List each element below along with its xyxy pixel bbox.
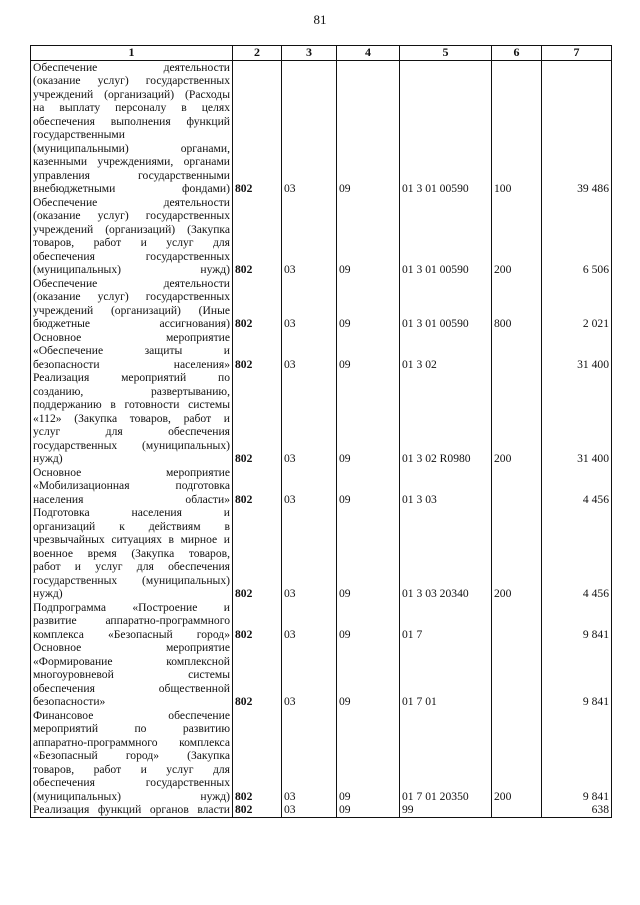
expense-name-line: поддержанию в готовности системы xyxy=(33,398,230,411)
expense-name-line: на выплату персоналу в целях xyxy=(33,101,230,114)
subsection-code-cell: 09 xyxy=(337,601,400,642)
department-code-cell: 802 xyxy=(233,466,282,507)
expense-name-line: «Мобилизационная подготовка xyxy=(33,479,230,492)
expense-name-cell xyxy=(31,371,233,466)
table-row xyxy=(31,709,612,804)
expense-name-line: (муниципальных) нужд) xyxy=(33,263,230,276)
expense-name-line: (оказание услуг) государственных xyxy=(33,290,230,303)
expense-type-code-cell xyxy=(492,331,542,372)
table-row xyxy=(31,601,612,642)
target-article-code-cell: 01 3 01 00590 xyxy=(400,196,492,277)
expense-type-code-cell xyxy=(492,803,542,817)
expense-name-line: (оказание услуг) государственных xyxy=(33,209,230,222)
expense-name-line: Реализация функций органов власти xyxy=(33,803,230,816)
table-row xyxy=(31,641,612,709)
amount-cell: 9 841 xyxy=(542,641,612,709)
amount-cell: 2 021 xyxy=(542,277,612,331)
expense-name-line: Основное мероприятие xyxy=(33,641,230,654)
expense-type-code-cell: 200 xyxy=(492,371,542,466)
section-code-cell: 03 xyxy=(282,641,337,709)
department-code-cell: 802 xyxy=(233,709,282,804)
expense-name-line: Подготовка населения и xyxy=(33,506,230,519)
amount-cell: 9 841 xyxy=(542,601,612,642)
expense-type-code-cell: 200 xyxy=(492,196,542,277)
amount-cell: 31 400 xyxy=(542,371,612,466)
expense-type-code-cell: 200 xyxy=(492,709,542,804)
expense-name-line: «Формирование комплексной xyxy=(33,654,230,668)
expense-name-line: военное время (Закупка товаров, xyxy=(33,546,230,560)
expense-name-line: внебюджетными фондами) xyxy=(33,182,230,195)
expense-name-cell xyxy=(31,709,233,804)
expense-name-cell xyxy=(31,331,233,372)
department-code-cell: 802 xyxy=(233,60,282,196)
subsection-code-cell: 09 xyxy=(337,506,400,601)
target-article-code-cell: 01 3 01 00590 xyxy=(400,60,492,196)
section-code-cell: 03 xyxy=(282,196,337,277)
department-code-cell: 802 xyxy=(233,196,282,277)
target-article-code-cell: 01 7 01 20350 xyxy=(400,709,492,804)
expense-type-code-cell: 800 xyxy=(492,277,542,331)
target-article-code-cell: 01 3 02 R0980 xyxy=(400,371,492,466)
expense-name-line: аппаратно-программного комплекса xyxy=(33,735,230,749)
section-code-cell: 03 xyxy=(282,331,337,372)
amount-cell: 6 506 xyxy=(542,196,612,277)
expense-type-code-cell xyxy=(492,641,542,709)
department-code-cell: 802 xyxy=(233,506,282,601)
expense-type-code-cell: 200 xyxy=(492,506,542,601)
column-header-4: 4 xyxy=(337,46,400,61)
target-article-code-cell: 01 3 01 00590 xyxy=(400,277,492,331)
expense-name-line: государственных (муниципальных) xyxy=(33,573,230,587)
amount-cell: 4 456 xyxy=(542,466,612,507)
expense-name-cell xyxy=(31,601,233,642)
expense-name-line: работ и услуг для обеспечения xyxy=(33,560,230,573)
department-code-cell: 802 xyxy=(233,277,282,331)
subsection-code-cell: 09 xyxy=(337,277,400,331)
expense-name-line: услуг для обеспечения xyxy=(33,425,230,438)
table-row xyxy=(31,466,612,507)
target-article-code-cell: 01 7 01 xyxy=(400,641,492,709)
section-code-cell: 03 xyxy=(282,506,337,601)
expense-name-line: (муниципальных) нужд) xyxy=(33,789,230,803)
expense-name-line: безопасности» xyxy=(33,695,106,708)
column-header-7: 7 xyxy=(542,46,612,61)
amount-cell: 4 456 xyxy=(542,506,612,601)
column-header-1: 1 xyxy=(31,46,233,61)
expense-name-line: товаров, работ и услуг для xyxy=(33,236,230,249)
subsection-code-cell: 09 xyxy=(337,709,400,804)
section-code-cell: 03 xyxy=(282,371,337,466)
subsection-code-cell: 09 xyxy=(337,803,400,817)
expense-name-line: организаций к действиям в xyxy=(33,519,230,533)
column-header-2: 2 xyxy=(233,46,282,61)
column-header-3: 3 xyxy=(282,46,337,61)
expense-name-cell xyxy=(31,60,233,196)
expense-name-cell xyxy=(31,803,233,817)
expense-name-line: нужд) xyxy=(33,452,63,465)
amount-cell: 638 xyxy=(542,803,612,817)
subsection-code-cell: 09 xyxy=(337,196,400,277)
expense-name-cell xyxy=(31,641,233,709)
table-row xyxy=(31,803,612,817)
expense-name-line: (муниципальными) органами, xyxy=(33,141,230,155)
expense-name-line: Обеспечение деятельности xyxy=(33,195,230,209)
expense-name-line: обеспечения выполнения функций xyxy=(33,114,230,128)
department-code-cell: 802 xyxy=(233,601,282,642)
table-row xyxy=(31,196,612,277)
expense-name-line: (оказание услуг) государственных xyxy=(33,74,230,87)
expense-name-line: «Безопасный город» (Закупка xyxy=(33,749,230,762)
expense-name-line: безопасности населения» xyxy=(33,357,230,371)
expense-name-line: Обеспечение деятельности xyxy=(33,60,230,74)
subsection-code-cell: 09 xyxy=(337,60,400,196)
department-code-cell: 802 xyxy=(233,803,282,817)
section-code-cell: 03 xyxy=(282,60,337,196)
expense-name-line: казенными учреждениями, органами xyxy=(33,155,230,168)
expense-name-line: «112» (Закупка товаров, работ и xyxy=(33,411,230,425)
subsection-code-cell: 09 xyxy=(337,371,400,466)
expense-name-line: учреждений (организаций) (Расходы xyxy=(33,87,230,101)
amount-cell: 9 841 xyxy=(542,709,612,804)
target-article-code-cell: 99 xyxy=(400,803,492,817)
header-row xyxy=(31,46,612,61)
table-row xyxy=(31,371,612,466)
column-header-6: 6 xyxy=(492,46,542,61)
expense-name-line: Реализация мероприятий по xyxy=(33,371,230,384)
expense-name-line: государственными xyxy=(33,128,125,141)
department-code-cell: 802 xyxy=(233,331,282,372)
expense-name-line: Финансовое обеспечение xyxy=(33,708,230,722)
amount-cell: 39 486 xyxy=(542,60,612,196)
target-article-code-cell: 01 3 03 20340 xyxy=(400,506,492,601)
expense-name-line: чрезвычайных ситуациях в мирное и xyxy=(33,533,230,546)
expense-name-cell xyxy=(31,196,233,277)
expense-name-line: мероприятий по развитию xyxy=(33,722,230,735)
section-code-cell: 03 xyxy=(282,709,337,804)
subsection-code-cell: 09 xyxy=(337,641,400,709)
amount-cell: 31 400 xyxy=(542,331,612,372)
column-header-5: 5 xyxy=(400,46,492,61)
expense-name-line: бюджетные ассигнования) xyxy=(33,317,230,330)
expense-name-line: нужд) xyxy=(33,587,63,600)
expense-name-line: населения области» xyxy=(33,492,230,506)
expense-name-line: Основное мероприятие xyxy=(33,330,230,344)
department-code-cell: 802 xyxy=(233,641,282,709)
section-code-cell: 03 xyxy=(282,803,337,817)
budget-table xyxy=(30,45,612,818)
section-code-cell: 03 xyxy=(282,601,337,642)
page-number: 81 xyxy=(313,12,327,27)
subsection-code-cell: 09 xyxy=(337,466,400,507)
expense-name-cell xyxy=(31,466,233,507)
expense-name-line: Основное мероприятие xyxy=(33,465,230,479)
expense-type-code-cell xyxy=(492,601,542,642)
expense-name-line: управления государственными xyxy=(33,168,230,182)
table-row xyxy=(31,506,612,601)
expense-type-code-cell: 100 xyxy=(492,60,542,196)
expense-name-line: комплекса «Безопасный город» xyxy=(33,627,230,641)
expense-name-line: «Обеспечение защиты и xyxy=(33,344,230,357)
expense-type-code-cell xyxy=(492,466,542,507)
expense-name-line: многоуровневой системы xyxy=(33,668,230,681)
expense-name-line: обеспечения государственных xyxy=(33,776,230,789)
expense-name-cell xyxy=(31,277,233,331)
section-code-cell: 03 xyxy=(282,277,337,331)
table-row xyxy=(31,60,612,196)
expense-name-line: обеспечения государственных xyxy=(33,249,230,263)
section-code-cell: 03 xyxy=(282,466,337,507)
expense-name-line: обеспечения общественной xyxy=(33,681,230,695)
department-code-cell: 802 xyxy=(233,371,282,466)
expense-name-line: учреждений (организаций) (Иные xyxy=(33,303,230,317)
expense-name-line: учреждений (организаций) (Закупка xyxy=(33,222,230,236)
subsection-code-cell: 09 xyxy=(337,331,400,372)
expense-name-line: Обеспечение деятельности xyxy=(33,276,230,290)
expense-name-line: государственных (муниципальных) xyxy=(33,438,230,452)
table-row xyxy=(31,277,612,331)
target-article-code-cell: 01 7 xyxy=(400,601,492,642)
table-row xyxy=(31,331,612,372)
expense-name-line: созданию, развертыванию, xyxy=(33,384,230,398)
expense-name-line: развитие аппаратно-программного xyxy=(33,614,230,627)
expense-name-cell xyxy=(31,506,233,601)
expense-name-line: товаров, работ и услуг для xyxy=(33,762,230,776)
target-article-code-cell: 01 3 02 xyxy=(400,331,492,372)
expense-name-line: Подпрограмма «Построение и xyxy=(33,600,230,614)
target-article-code-cell: 01 3 03 xyxy=(400,466,492,507)
